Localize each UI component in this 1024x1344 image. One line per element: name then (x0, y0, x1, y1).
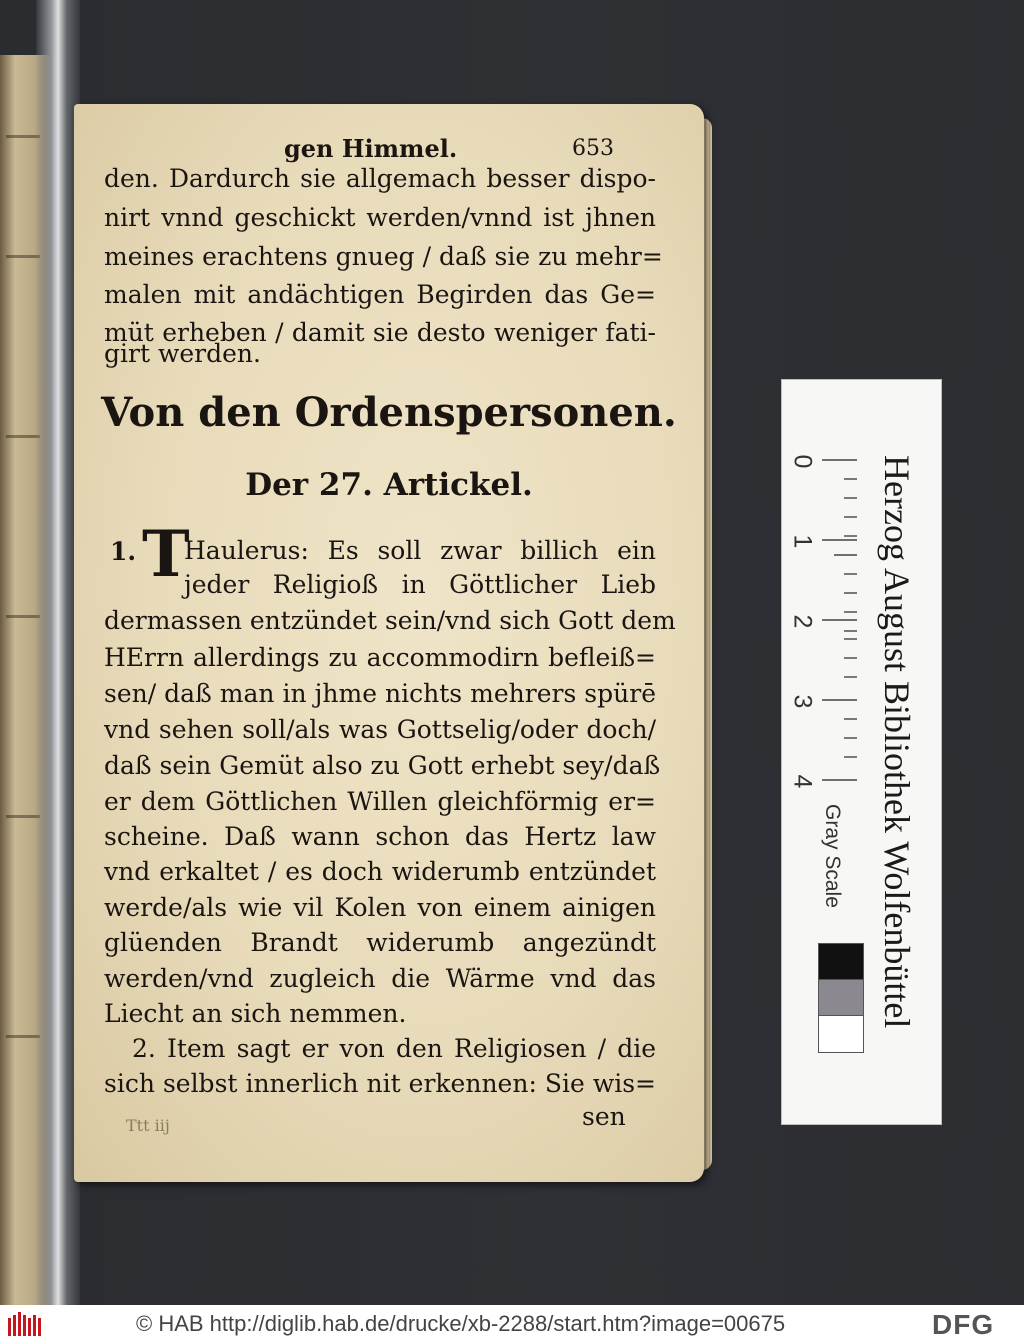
text-line: Liecht an sich nemmen. (104, 999, 407, 1028)
text-line: werde/als wie vil Kolen von einem ainigen (104, 893, 656, 922)
text-line: sich selbst innerlich nit erkennen: Sie wis= (104, 1069, 656, 1098)
text-line: scheine. Daß wann schon das Hertz law (104, 822, 656, 851)
swatch-black (818, 943, 864, 981)
text-line: vnd erkaltet / es doch widerumb entzündet (104, 857, 656, 886)
text-line: nirt vnnd geschickt werden/vnnd ist jhnen (104, 203, 656, 232)
swatch-gray (818, 979, 864, 1017)
section-title: Von den Ordenspersonen. (101, 389, 677, 436)
page-text (74, 104, 704, 1182)
text-line: Haulerus: Es soll zwar billich ein (184, 536, 656, 565)
scale-number: 0 (788, 454, 817, 469)
running-head: gen Himmel. (284, 134, 458, 163)
catchword: sen (582, 1102, 626, 1131)
dfg-logo: DFG (932, 1309, 995, 1340)
text-line: girt werden. (104, 339, 261, 368)
signature-mark: Ttt iij (126, 1116, 170, 1135)
hab-logo-icon (8, 1312, 42, 1338)
scale-number: 3 (788, 694, 817, 709)
text-line: er dem Göttlichen Willen gleichförmig er= (104, 787, 656, 816)
text-line: vnd sehen soll/als was Gottselig/oder doch/ (104, 715, 656, 744)
text-line: glüenden Brandt widerumb angezündt (104, 928, 656, 957)
page-number: 653 (572, 136, 614, 161)
text-line: dermassen entzündet sein/vnd sich Gott dem (104, 606, 676, 635)
book-page (74, 104, 704, 1182)
text-line: sen/ daß man in jhme nichts mehrers spürē (104, 679, 656, 708)
footer-bar (0, 1305, 1024, 1344)
text-line: werden/vnd zugleich die Wärme vnd das (104, 964, 656, 993)
institution-label: Herzog August Bibliothek Wolfenbüttel (877, 455, 917, 1029)
scale-number: 2 (788, 614, 817, 629)
item-number: 1. (110, 537, 137, 566)
text-line: malen mit andächtigen Begirden das Ge= (104, 280, 656, 309)
scale-number: 1 (788, 534, 817, 549)
scale-number: 4 (788, 774, 817, 789)
gray-scale-label: Gray Scale (821, 804, 844, 908)
article-title: Der 27. Artickel. (245, 467, 533, 503)
swatch-white (818, 1015, 864, 1053)
drop-cap: T (142, 517, 190, 592)
text-line: meines erachtens gnueg / daß sie zu mehr= (104, 242, 663, 271)
text-line: jeder Religioß in Göttlicher Lieb (184, 570, 656, 599)
text-line: müt erheben / damit sie desto weniger fati- (104, 318, 656, 347)
copyright-url: © HAB http://diglib.hab.de/drucke/xb-2288/start.htm?image=00675 (136, 1311, 786, 1336)
text-line: daß sein Gemüt also zu Gott erhebt sey/daß (104, 751, 661, 780)
text-line: den. Dardurch sie allgemach besser dispo- (104, 164, 656, 193)
text-line: 2. Item sagt er von den Religiosen / die (132, 1034, 656, 1063)
text-line: HErrn allerdings zu accommodirn befleiß= (104, 643, 656, 672)
color-scale-bar (781, 379, 942, 1125)
